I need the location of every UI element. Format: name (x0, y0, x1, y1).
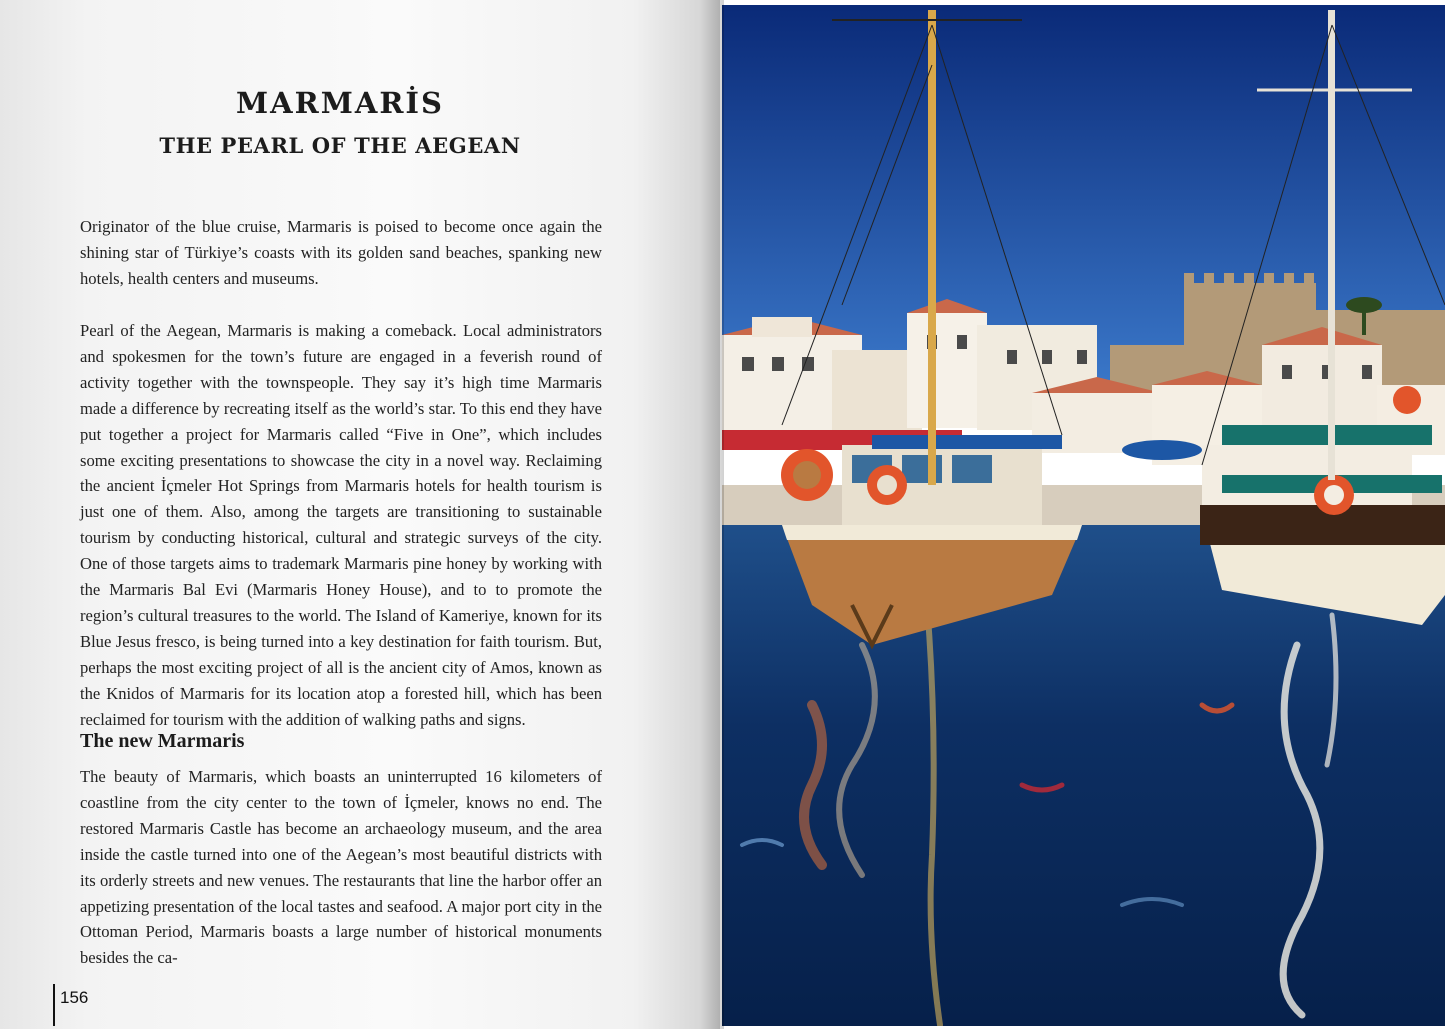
page-number-rule (53, 984, 55, 1026)
body-paragraph: Pearl of the Aegean, Marmaris is making a comeback. Local administrators and spokesmen for the town’s future are engaged in a feverish round of activity together with the townspeople. They say it’s high time Marmaris made a difference by recreating itself as the world’s star. To this end they have put together a project for Marmaris called “Five in One”, which includes some exciting presentations to showcase the city in a novel way. Reclaiming the ancient İçmeler Hot Springs from Marmaris hotels for health tourism is just one of them. Also, among the targets are transitioning to sustainable tourism by conducting historical, cultural and strategic surveys of the city. One of those targets aims to trademark Marmaris pine honey by working with the Marmaris Bal Evi (Marmaris Honey House), and to to promote the region’s cultural treasures to the world. The Island of Kameriye, known for its Blue Jesus fresco, is being turned into a key destination for faith tourism. But, perhaps the most exciting project of all is the ancient city of Amos, known as the Knidos of Marmaris for its location atop a forested hill, which has been reclaimed for tourism with the addition of walking paths and signs. (80, 321, 602, 729)
page-subtitle: THE PEARL OF THE AEGEAN (159, 133, 521, 158)
page-number: 156 (60, 988, 89, 1007)
text-page (0, 0, 720, 1029)
harbor-photo (722, 5, 1445, 1026)
section-paragraph: The beauty of Marmaris, which boasts an uninterrupted 16 kilometers of coastline from the city center to the town of İçmeler, knows no end. The restored Marmaris Castle has become an archaeology museum, and the area inside the castle turned into one of the Aegean’s most beautiful districts with its orderly streets and new venues. The restaurants that line the harbor offer an appetizing presentation of the local tastes and seafood. A major port city in the Ottoman Period, Marmaris boasts a large number of historical monuments besides the ca- (80, 767, 602, 968)
intro-paragraph: Originator of the blue cruise, Marmaris is poised to become once again the shining star of Türkiye’s coasts with its golden sand beaches, spanking new hotels, health centers and museums. (80, 217, 602, 288)
section-heading: The new Marmaris (80, 730, 245, 752)
page-title: MARMARİS (236, 86, 444, 120)
photo-page (720, 0, 1445, 1029)
